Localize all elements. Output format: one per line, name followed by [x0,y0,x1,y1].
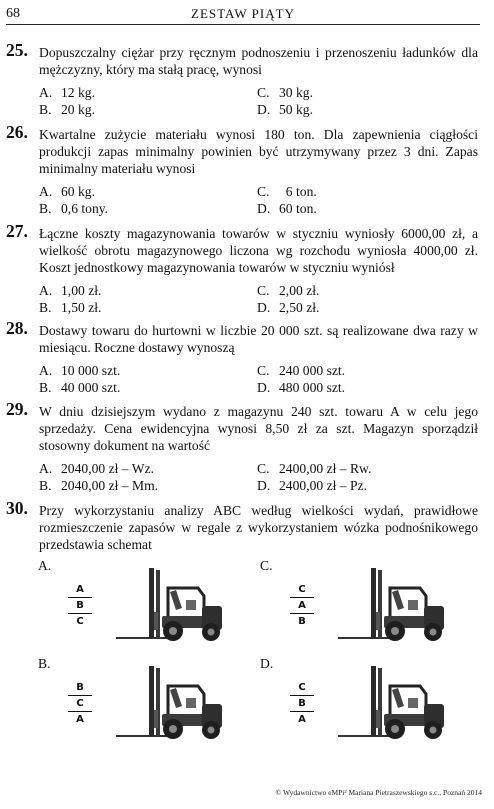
shelf-top: B [68,680,92,696]
option-d[interactable]: D. 2,50 zł. [257,300,320,315]
question-27 [6,221,478,316]
question-number: 29. [6,399,28,419]
question-text: Przy wykorzystaniu analizy ABC według wielkości wydań, prawidłowe rozmieszczenie zapasów w regale z wykorzystaniem wózka podnośnikowego przedstawia schemat [39,503,478,552]
scheme-a[interactable] [38,558,248,648]
forklift-icon [116,664,236,747]
scheme-letter: D. [260,656,274,671]
answer-options [39,282,478,316]
option-c[interactable]: C. 2,00 zł. [257,283,320,298]
forklift-icon [338,664,458,747]
option-c[interactable]: C. 240 000 szt. [257,363,346,378]
question-number: 30. [6,498,28,518]
question-28 [6,318,478,396]
option-a[interactable]: A. 1,00 zł. [39,283,102,298]
option-c[interactable]: C. 6 ton. [257,184,317,199]
question-text: Dostawy towaru do hurtowni w liczbie 20 000 szt. są realizowane dwa razy w miesiącu. Roczne dostawy wynoszą [39,323,478,355]
shelf-bottom: C [76,616,84,627]
question-number: 28. [6,318,28,338]
shelf-stack [68,680,92,727]
shelf-middle: A [290,598,314,614]
answer-options [39,183,478,217]
answer-options [39,460,478,494]
scheme-b[interactable] [38,656,248,746]
question-number: 25. [6,40,28,60]
scheme-letter: B. [38,656,51,671]
question-number: 26. [6,122,28,142]
option-b[interactable]: B. 1,50 zł. [39,300,102,315]
copyright-footer: © Wydawnictwo eMPi² Mariana Pietraszewskiego s.c., Poznań 2014 [275,788,482,797]
option-a[interactable]: A. 2040,00 zł – Wz. [39,461,154,476]
scheme-letter: C. [260,558,273,573]
shelf-top: C [290,582,314,598]
option-b[interactable]: B. 0,6 tony. [39,201,109,216]
option-c[interactable]: C. 2400,00 zł – Rw. [257,461,372,476]
forklift-icon [116,566,236,649]
question-text: W dniu dzisiejszym wydano z magazynu 240 szt. towaru A w celu jego sprzedaży. Cena ewidencyjna wynosi 8,50 zł za szt. Magazyn sporządził stosowny dokument na wartość [39,404,478,453]
shelf-middle: C [68,696,92,712]
option-d[interactable]: D. 480 000 szt. [257,380,346,395]
option-d[interactable]: D. 50 kg. [257,102,313,117]
shelf-stack [290,680,314,727]
option-d[interactable]: D. 2400,00 zł – Pz. [257,478,367,493]
shelf-bottom: B [298,616,306,627]
option-d[interactable]: D. 60 ton. [257,201,317,216]
section-title: ZESTAW PIĄTY [191,6,295,21]
option-b[interactable]: B. 2040,00 zł – Mm. [39,478,159,493]
question-text: Dopuszczalny ciężar przy ręcznym podnoszeniu i przenoszeniu ładunków dla mężczyzny, który ma stałą pracę, wynosi [39,45,478,77]
option-c[interactable]: C. 30 kg. [257,85,313,100]
option-a[interactable]: A. 60 kg. [39,184,95,199]
answer-options [39,84,478,118]
question-text: Łączne koszty magazynowania towarów w styczniu wyniosły 6000,00 zł, a wielkość obrotu magazynowego liczona wg rozchodu wyniosła 4000,00 zł. Koszt jednostkowy magazynowania towarów w styczniu wyniósł [39,226,478,275]
question-29 [6,399,478,494]
question-text: Kwartalne zużycie materiału wynosi 180 ton. Dla zapewnienia ciągłości produkcji zapas minimalny powinien być utrzymywany przez 3 dni. Zapas minimalny materiału wynosi [39,127,478,176]
question-number: 27. [6,221,28,241]
forklift-icon [338,566,458,649]
shelf-stack [68,582,92,629]
shelf-stack [290,582,314,629]
shelf-bottom: A [298,714,306,725]
question-25 [6,40,478,118]
shelf-middle: B [290,696,314,712]
option-b[interactable]: B. 40 000 szt. [39,380,121,395]
shelf-top: A [68,582,92,598]
shelf-top: C [290,680,314,696]
page-header [6,4,480,25]
option-b[interactable]: B. 20 kg. [39,102,95,117]
scheme-d[interactable] [260,656,470,746]
scheme-c[interactable] [260,558,470,648]
shelf-middle: B [68,598,92,614]
answer-options [39,362,478,396]
option-a[interactable]: A. 10 000 szt. [39,363,121,378]
question-30 [6,498,478,553]
question-26 [6,122,478,217]
scheme-letter: A. [38,558,52,573]
page-number: 68 [6,6,20,21]
option-a[interactable]: A. 12 kg. [39,85,95,100]
shelf-bottom: A [76,714,84,725]
